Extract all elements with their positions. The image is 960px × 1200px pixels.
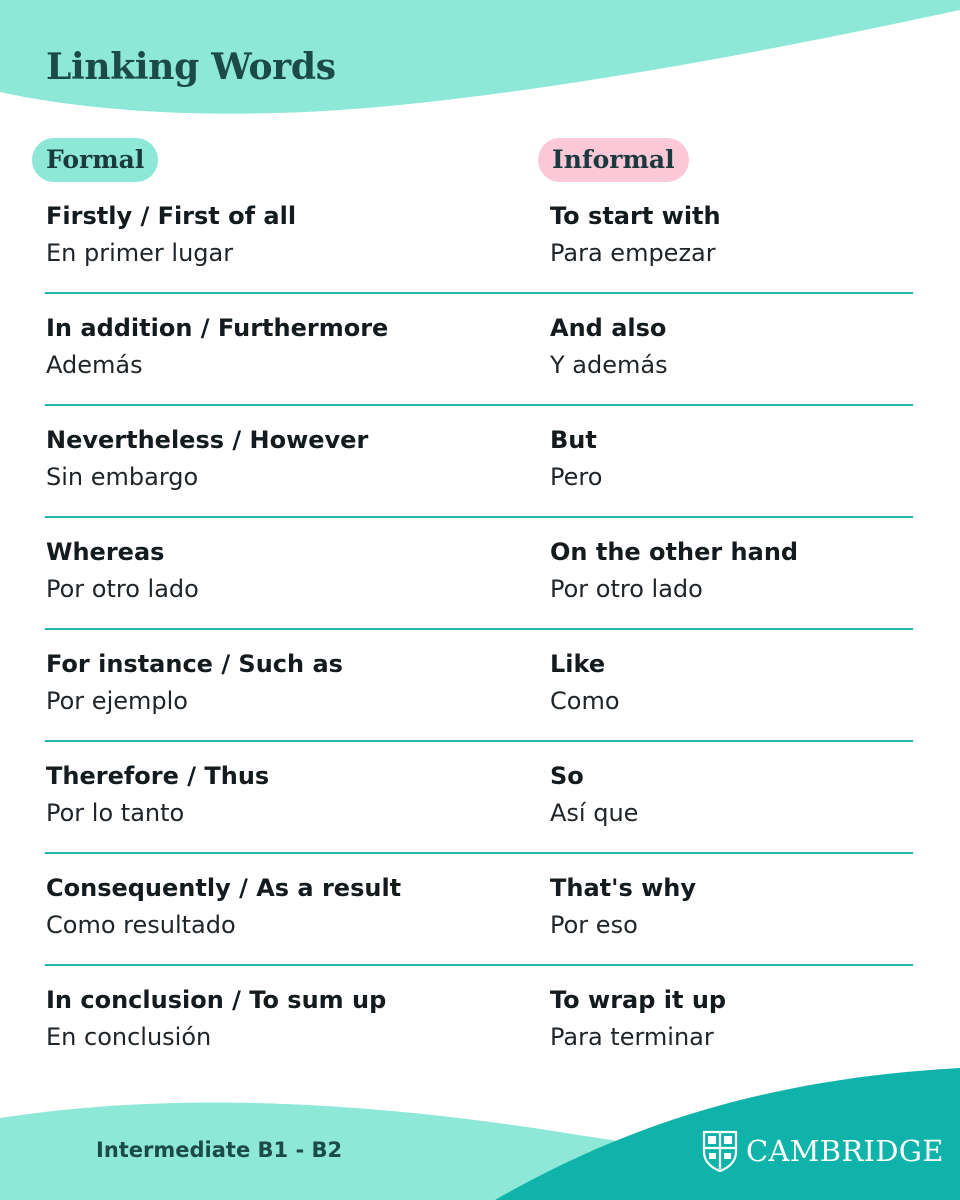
formal-entry	[46, 426, 368, 491]
row-divider	[45, 964, 913, 966]
informal-entry	[550, 202, 721, 267]
formal-translation: Como resultado	[46, 911, 236, 939]
informal-term: But	[550, 426, 597, 454]
formal-translation: Por ejemplo	[46, 687, 188, 715]
informal-entry	[550, 314, 668, 379]
formal-entry	[46, 314, 388, 379]
formal-entry	[46, 986, 386, 1051]
informal-translation: Para empezar	[550, 239, 716, 267]
linking-row	[0, 314, 960, 426]
formal-translation: En primer lugar	[46, 239, 234, 267]
formal-entry	[46, 538, 199, 603]
informal-term: To start with	[550, 202, 721, 230]
formal-term: Consequently / As a result	[46, 874, 402, 902]
informal-translation: Como	[550, 687, 620, 715]
row-divider	[45, 628, 913, 630]
informal-translation: Por otro lado	[550, 575, 703, 603]
row-divider	[45, 404, 913, 406]
formal-column-label: Formal	[32, 138, 158, 182]
formal-term: Firstly / First of all	[46, 202, 297, 230]
informal-column-label: Informal	[538, 138, 689, 182]
formal-translation: Además	[46, 351, 143, 379]
formal-term: For instance / Such as	[46, 650, 343, 678]
informal-entry	[550, 538, 798, 603]
linking-row	[0, 986, 960, 1098]
brand-name: CAMBRIDGE	[746, 1134, 944, 1168]
informal-entry	[550, 650, 620, 715]
formal-translation: Sin embargo	[46, 463, 199, 491]
formal-entry	[46, 762, 269, 827]
linking-row	[0, 426, 960, 538]
row-divider	[45, 852, 913, 854]
formal-translation: En conclusión	[46, 1023, 212, 1051]
informal-term: On the other hand	[550, 538, 799, 566]
row-divider	[45, 740, 913, 742]
formal-term: In addition / Furthermore	[46, 314, 389, 342]
formal-entry	[46, 650, 343, 715]
row-divider	[45, 516, 913, 518]
informal-term: That's why	[550, 874, 697, 902]
row-divider	[45, 292, 913, 294]
informal-term: To wrap it up	[550, 986, 727, 1014]
informal-translation: Pero	[550, 463, 603, 491]
formal-term: In conclusion / To sum up	[46, 986, 387, 1014]
page-title: Linking Words	[46, 46, 336, 88]
cambridge-logo	[702, 1130, 944, 1172]
formal-translation: Por otro lado	[46, 575, 199, 603]
formal-entry	[46, 202, 296, 267]
informal-entry	[550, 986, 726, 1051]
informal-term: Like	[550, 650, 606, 678]
linking-row	[0, 650, 960, 762]
informal-translation: Para terminar	[550, 1023, 714, 1051]
cambridge-shield-icon	[702, 1130, 738, 1172]
formal-term: Nevertheless / However	[46, 426, 369, 454]
informal-entry	[550, 874, 696, 939]
linking-row	[0, 538, 960, 650]
formal-entry	[46, 874, 401, 939]
level-label: Intermediate B1 - B2	[96, 1138, 343, 1162]
formal-term: Whereas	[46, 538, 165, 566]
linking-row	[0, 762, 960, 874]
informal-translation: Por eso	[550, 911, 638, 939]
informal-translation: Así que	[550, 799, 639, 827]
formal-term: Therefore / Thus	[46, 762, 270, 790]
linking-row	[0, 202, 960, 314]
informal-term: And also	[550, 314, 667, 342]
informal-entry	[550, 426, 602, 491]
formal-translation: Por lo tanto	[46, 799, 185, 827]
informal-term: So	[550, 762, 584, 790]
linking-row	[0, 874, 960, 986]
informal-entry	[550, 762, 638, 827]
informal-translation: Y además	[550, 351, 668, 379]
